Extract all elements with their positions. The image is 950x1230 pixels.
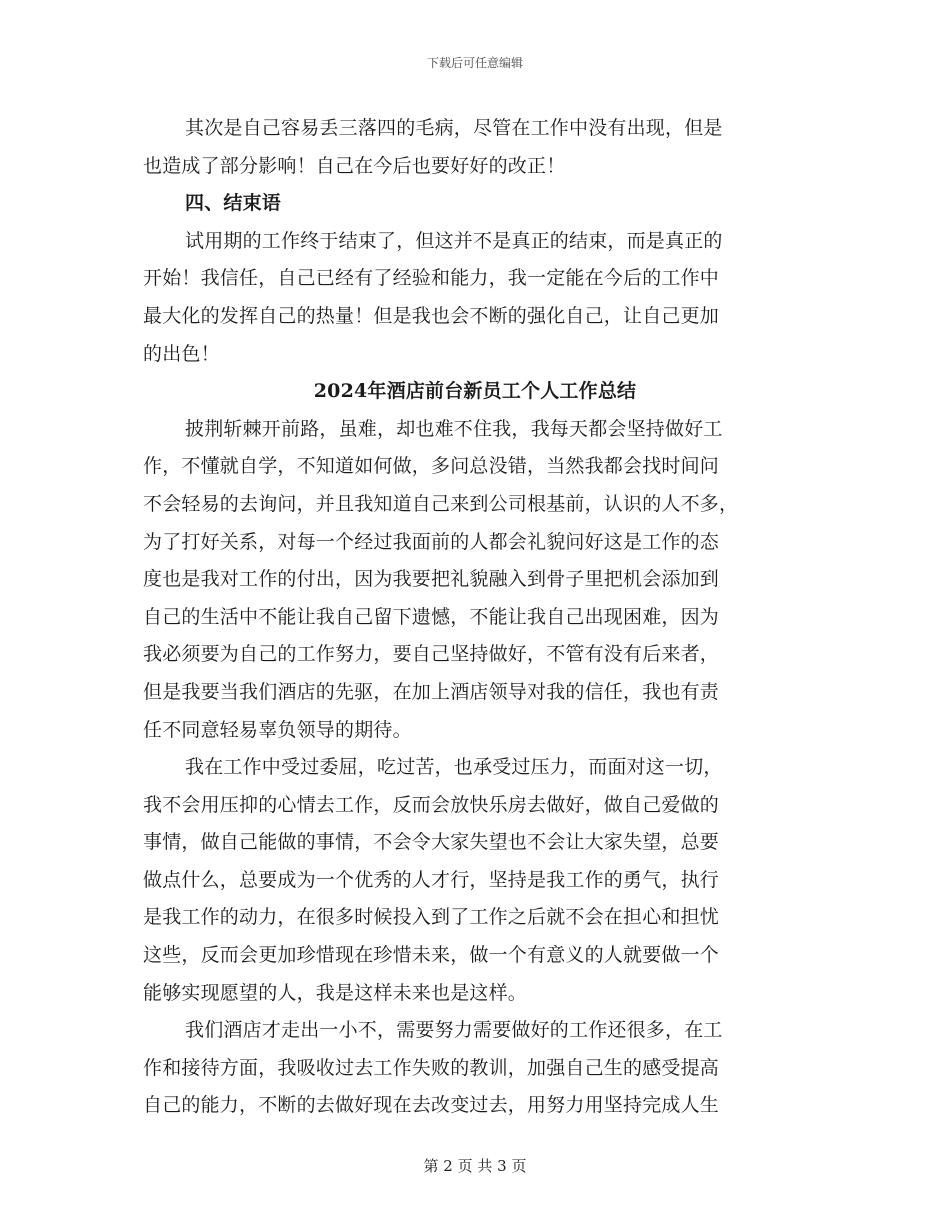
text-line: 自己的能力，不断的去做好现在去改变过去，用努力用坚持完成人生 [143, 1094, 720, 1117]
text-line: 事情，做自己能做的事情，不会令大家失望也不会让大家失望，总要 [143, 831, 720, 854]
text-line: 不会轻易的去询问，并且我知道自己来到公司根基前，认识的人不多， [143, 492, 739, 515]
text-line: 我们酒店才走出一小不，需要努力需要做好的工作还很多，在工 [185, 1019, 723, 1042]
text-line: 我在工作中受过委屈，吃过苦，也承受过压力，而面对这一切， [185, 756, 723, 779]
section-title: 2024年酒店前台新员工个人工作总结 [313, 380, 637, 403]
page-header: 下载后可任意编辑 [426, 56, 523, 70]
text-line: 是我工作的动力，在很多时候投入到了工作之后就不会在担心和担忧 [143, 906, 720, 929]
text-line: 为了打好关系，对每一个经过我面前的人都会礼貌问好这是工作的态 [143, 530, 720, 553]
page-footer: 第 2 页 共 3 页 [423, 1157, 527, 1175]
text-line: 作和接待方面，我吸收过去工作失败的教训，加强自己生的感受提高 [143, 1056, 720, 1079]
text-line: 任不同意轻易辜负领导的期待。 [143, 718, 412, 741]
text-line: 但是我要当我们酒店的先驱，在加上酒店领导对我的信任，我也有责 [143, 680, 720, 703]
text-line: 作，不懂就自学，不知道如何做，多问总没错，当然我都会找时间问 [143, 455, 720, 478]
text-line: 我不会用压抑的心情去工作，反而会放快乐房去做好，做自己爱做的 [143, 793, 720, 816]
document-body [143, 110, 807, 1125]
text-line: 披荆斩棘开前路，虽难，却也难不住我，我每天都会坚持做好工 [185, 417, 723, 440]
text-line: 度也是我对工作的付出，因为我要把礼貌融入到骨子里把机会添加到 [143, 568, 720, 591]
text-line: 这些，反而会更加珍惜现在珍惜未来，做一个有意义的人就要做一个 [143, 944, 720, 967]
text-line: 做点什么，总要成为一个优秀的人才行，坚持是我工作的勇气，执行 [143, 868, 720, 891]
text-line: 开始！我信任，自己已经有了经验和能力，我一定能在今后的工作中 [143, 267, 720, 290]
text-line: 的出色！ [143, 342, 220, 365]
text-line: 试用期的工作终于结束了，但这并不是真正的结束，而是真正的 [185, 229, 723, 252]
text-line: 我必须要为自己的工作努力，要自己坚持做好，不管有没有后来者， [143, 643, 720, 666]
section-heading: 四、结束语 [185, 192, 282, 215]
text-line: 其次是自己容易丢三落四的毛病，尽管在工作中没有出现，但是 [185, 117, 723, 139]
text-line: 自己的生活中不能让我自己留下遗憾，不能让我自己出现困难，因为 [143, 605, 720, 628]
text-line: 也造成了部分影响！自己在今后也要好好的改正！ [143, 154, 566, 177]
text-line: 最大化的发挥自己的热量！但是我也会不断的强化自己，让自己更加 [143, 304, 720, 327]
text-line: 能够实现愿望的人，我是这样未来也是这样。 [143, 981, 528, 1004]
